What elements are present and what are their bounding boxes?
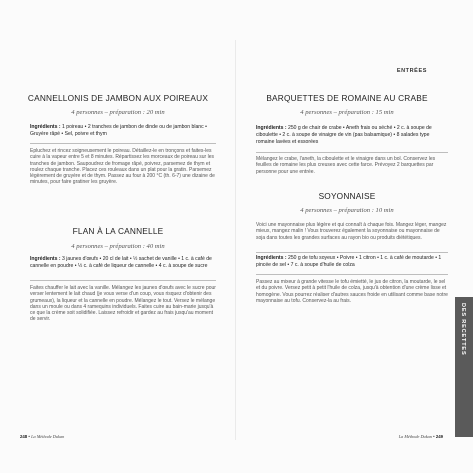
- recipe-subtitle-cannellonis: 4 personnes – préparation : 20 min: [71, 109, 165, 116]
- rule: [256, 252, 448, 253]
- recipe-body-cannellonis: Épluchez et rincez soigneusement le poireau. Détaillez-le en tronçons et faites-les cuire à la vapeur entre 5 et 8 minutes. Répartissez les morceaux de poireau sur les tranches de jambon. Saupoudrez de fromage râpé, poivrez, parsemez de thym et roulez chaque tranche. Placez ces rouleaux dans un plat pour la gratin. Parsemez légèrement de gruyère et de thym. Passez au four à 200 °C (th. 6-7) une dizaine de minutes, pour faire gratiner les gruyère.: [30, 148, 215, 186]
- recipe-title-flan: FLAN À LA CANNELLE: [72, 226, 164, 236]
- thumb-index-label: DES RECETTES: [460, 303, 466, 356]
- right-page: [236, 0, 473, 473]
- recipe-title-soyonnaise: SOYONNAISE: [318, 191, 376, 201]
- ingredients-label: Ingrédients :: [256, 125, 287, 131]
- recipe-body-soyonnaise: Passez au mixeur à grande vitesse le tofu émietté, le jus de citron, la moutarde, le sel et du poivre. Versez petit à petit l'huile de colza, jusqu'à obtention d'une crème lisse et homogène. Vous pourrez réaliser d'autres sauces froide en utilisant comme base notre mayonnaise au tofu. Conservez-la au frais.: [256, 279, 448, 304]
- ingredients-soyonnaise: [256, 255, 448, 271]
- recipe-subtitle-barquettes: 4 personnes – préparation : 15 min: [300, 109, 394, 116]
- recipe-body-barquettes: Mélangez le crabe, l'aneth, la ciboulette et le vinaigre dans un bol. Conservez les feuilles de romaine les plus creuses avec cette farce. Prévoyez 2 barquettes par personne pour une entrée.: [256, 156, 436, 175]
- folio-right: La Méthode Dukan • 249: [398, 434, 443, 439]
- book-title: La Méthode Dukan: [398, 434, 432, 439]
- ingredients-text: 3 jaunes d'œufs • 20 cl de lait • ½ sachet de vanille • 1 c. à café de cannelle en poudre • ½ c. à café de liqueur de cannelle • 4 c. à soupe de sucre: [30, 256, 212, 270]
- ingredients-cannellonis: [30, 124, 216, 140]
- recipe-title-cannellonis: CANNELLONIS DE JAMBON AUX POIREAUX: [27, 93, 209, 103]
- folio-left: 248 • La Méthode Dukan: [20, 434, 65, 439]
- book-title: La Méthode Dukan: [31, 434, 65, 439]
- left-page: [0, 0, 236, 473]
- rule: [30, 143, 216, 144]
- recipe-body-flan: Faites chauffer le lait avec la vanille. Mélangez les jaunes d'œufs avec le sucre pour verser lentement le lait chaud (je vous verse d'un coup, vous risquez d'obtenir des grumeaux), la liqueur et la cannelle en poudre. Mélangez le tout. Versez le mélange dans un moule ou dans 4 ramequins individuels. Faites cuire au bain-marie jusqu'à ce que la crème soit solidifiée. Laissez refroidir et gardez au frais jusqu'au moment de servir.: [30, 285, 216, 323]
- ingredients-text: 250 g de chair de crabe • Aneth frais ou séché • 2 c. à soupe de ciboulette • 2 c. à soupe de vinaigre de vin (pas balsamique) • 8 salades type romaine lavées et essorées: [256, 125, 432, 146]
- ingredients-text: 1 poireau • 2 tranches de jambon de dinde ou de jambon blanc • Gruyère râpé • Sel, poivre et thym: [30, 124, 207, 138]
- ingredients-flan: [30, 256, 216, 279]
- rule: [256, 152, 448, 153]
- page-number: 249: [435, 434, 443, 439]
- recipe-intro-soyonnaise: Voici une mayonnaise plus légère et qui connaît à chaque fois. Mangez léger, mangez mieux, mangez malin ! Vous trouverez également la soyonnaise ou mayonnaise de soja dans toutes les grandes surfaces au rayon bio ou produits diététiques.: [256, 222, 447, 241]
- ingredients-label: Ingrédients :: [256, 255, 287, 261]
- ingredients-label: Ingrédients :: [30, 124, 61, 130]
- recipe-subtitle-soyonnaise: 4 personnes – préparation : 10 min: [300, 207, 394, 214]
- page-number: 248: [20, 434, 28, 439]
- ingredients-text: 250 g de tofu soyeux • Poivre • 1 citron • 1 c. à café de moutarde • 1 pincée de sel • 7 c. à soupe d'huile de colza: [256, 255, 442, 269]
- thumb-index-tab: [455, 297, 473, 437]
- ingredients-label: Ingrédients :: [30, 256, 61, 262]
- ingredients-barquettes: [256, 125, 448, 148]
- section-tag: ENTRÉES: [396, 68, 427, 74]
- recipe-title-barquettes: BARQUETTES DE ROMAINE AU CRABE: [266, 93, 428, 103]
- recipe-subtitle-flan: 4 personnes – préparation : 40 min: [71, 243, 165, 250]
- rule: [30, 280, 216, 281]
- rule: [256, 274, 448, 275]
